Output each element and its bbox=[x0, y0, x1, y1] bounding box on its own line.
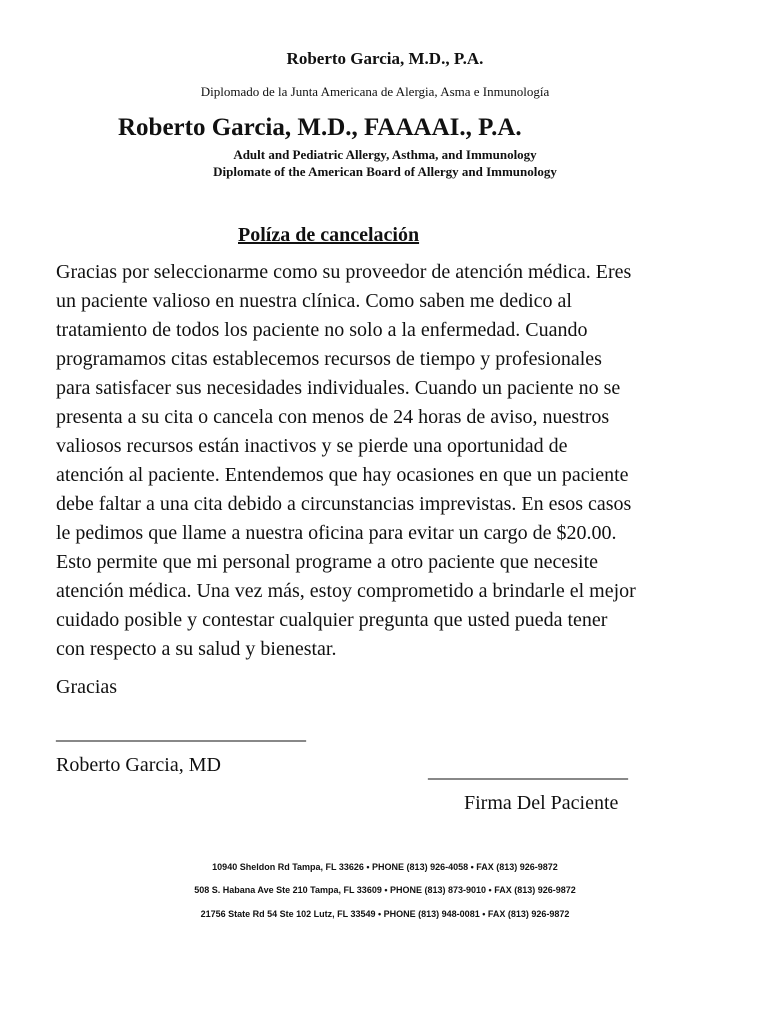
policy-line: un paciente valioso en nuestra clínica. Como saben me dedico al bbox=[56, 290, 572, 312]
policy-line: Esto permite que mi personal programe a otro paciente que necesite bbox=[56, 551, 599, 573]
patient-signature-line: ____________________ bbox=[428, 760, 628, 782]
policy-line: con respecto a su salud y bienestar. bbox=[56, 638, 337, 660]
policy-line: valiosos recursos están inactivos y se pierde una oportunidad de bbox=[56, 435, 568, 457]
office-address: 21756 State Rd 54 Ste 102 Lutz, FL 33549 • PHONE (813) 948-0081 • FAX (813) 926-9872 bbox=[200, 909, 570, 919]
practice-name-large: Roberto Garcia, M.D., FAAAAI., P.A. bbox=[118, 114, 522, 141]
policy-title: Políza de cancelación bbox=[238, 224, 420, 246]
policy-line: para satisfacer sus necesidades individuales. Cuando un paciente no se bbox=[56, 377, 621, 399]
policy-line: programamos citas establecemos recursos de tiempo y profesionales bbox=[56, 348, 602, 370]
policy-line: atención al paciente. Entendemos que hay ocasiones en que un paciente bbox=[56, 464, 629, 486]
policy-line: le pedimos que llame a nuestra oficina para evitar un cargo de $20.00. bbox=[56, 522, 617, 544]
office-address: 508 S. Habana Ave Ste 210 Tampa, FL 33609 • PHONE (813) 873-9010 • FAX (813) 926-9872 bbox=[194, 885, 576, 895]
policy-line: presenta a su cita o cancela con menos de 24 horas de aviso, nuestros bbox=[56, 406, 610, 428]
closing-gracias: Gracias bbox=[56, 676, 118, 698]
diplomado-subtitle: Diplomado de la Junta Americana de Alergia, Asma e Inmunología bbox=[200, 84, 550, 99]
specialty-line: Adult and Pediatric Allergy, Asthma, and Immunology bbox=[233, 147, 537, 162]
policy-line: Gracias por seleccionarme como su proveedor de atención médica. Eres bbox=[56, 261, 632, 283]
patient-signature-label: Firma Del Paciente bbox=[464, 792, 619, 814]
practice-name-top: Roberto Garcia, M.D., P.A. bbox=[286, 49, 484, 68]
office-address: 10940 Sheldon Rd Tampa, FL 33626 • PHONE (813) 926-4058 • FAX (813) 926-9872 bbox=[212, 862, 558, 872]
doctor-name: Roberto Garcia, MD bbox=[56, 754, 221, 776]
policy-line: cuidado posible y contestar cualquier pregunta que usted pueda tener bbox=[56, 609, 608, 631]
board-diplomate-line: Diplomate of the American Board of Allergy and Immunology bbox=[213, 164, 557, 179]
policy-line: atención médica. Una vez más, estoy comprometido a brindarle el mejor bbox=[56, 580, 636, 602]
doctor-signature-line: _________________________ bbox=[56, 722, 306, 744]
policy-body bbox=[56, 258, 726, 664]
policy-line: tratamiento de todos los paciente no solo a la enfermedad. Cuando bbox=[56, 319, 588, 341]
policy-line: debe faltar a una cita debido a circunstancias imprevistas. En esos casos bbox=[56, 493, 632, 515]
